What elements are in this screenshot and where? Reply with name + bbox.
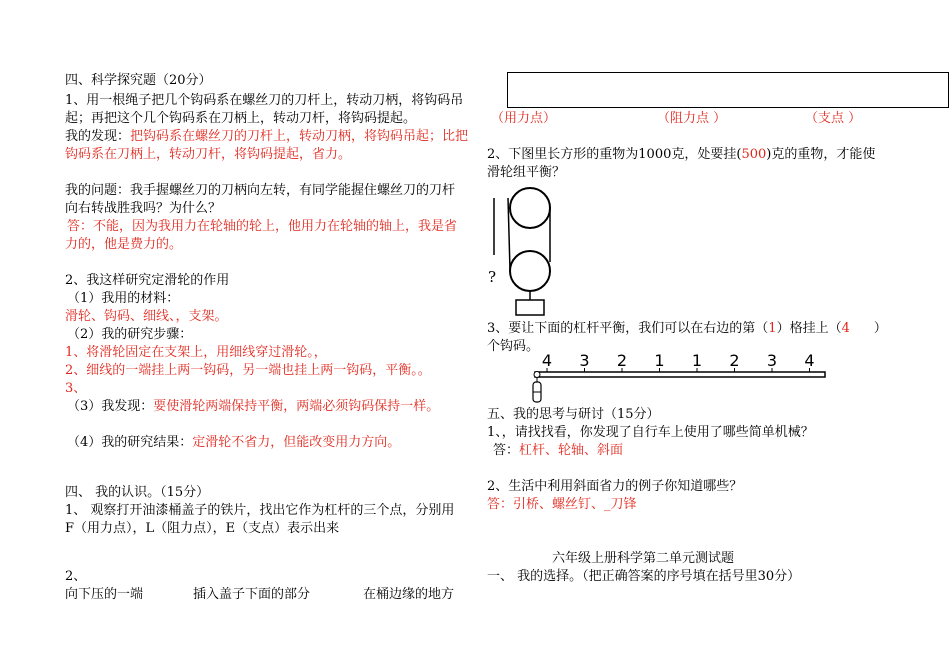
question-line1: 我的问题：我手握螺丝刀的刀柄向左转，有同学能握住螺丝刀的刀杆 <box>65 183 456 198</box>
finding-answer1: 把钩码系在螺丝刀的刀杆上，转动刀柄，将钩码吊起；比把 <box>130 129 469 144</box>
lower-pulley <box>510 251 550 291</box>
lever-tick-label: 2 <box>729 351 740 370</box>
section4b-title: 四、 我的认识。（15分） <box>65 485 210 500</box>
t1-answer-label: 答： <box>493 443 520 458</box>
lever-pivot <box>534 372 540 378</box>
lever-tick-label: 2 <box>616 351 628 370</box>
discover-label: （3）我发现： <box>67 399 154 414</box>
result-answer: 定滑轮不省力，但能改变用力方向。 <box>192 435 401 450</box>
step-2: 2、细线的一端挂上两一钩码，另一端也挂上两一钩码，平衡。。 <box>65 363 431 378</box>
lever-tick-label: 3 <box>766 351 778 370</box>
pulley-question-mark: ? <box>488 268 497 286</box>
p3-text-c: ） <box>873 321 887 336</box>
option-press-end: 向下压的一端 <box>65 587 144 602</box>
r1-text-line2: F（用力点），L（阻力点），E（支点）表示出来 <box>65 521 340 536</box>
section4-title: 四、科学探究题（20分） <box>65 73 212 88</box>
p3-line1 <box>487 320 887 338</box>
pulley-diagram <box>484 180 564 320</box>
r1-text-line1: 1、 观察打开油漆桶盖子的铁片，找出它作为杠杆的三个点，分别用 <box>65 503 455 518</box>
t1-answer: 杠杆、轮轴、斜面 <box>519 443 624 458</box>
finding-answer2: 钩码系在刀柄上，转动刀杆，将钩码提起，省力。 <box>65 147 352 162</box>
lever-bar <box>535 372 825 377</box>
weight-block <box>516 300 544 315</box>
p2-text-b: )克的重物，才能使 <box>766 147 876 162</box>
p3-answer-grid: 1 <box>768 321 777 336</box>
lever-tick-label: 3 <box>579 351 590 370</box>
lever-tick-label: 4 <box>804 351 815 370</box>
t1-answer-line <box>493 442 623 460</box>
r2-number: 2、 <box>65 569 87 584</box>
choice-section-title: 一、 我的选择。（把正确答案的序号填在括号里30分） <box>487 569 801 584</box>
materials-label: （1）我用的材料： <box>67 291 180 306</box>
p3-text-b: ）格挂上（ <box>776 321 842 336</box>
p3-text-a: 3、要让下面的杠杆平衡，我们可以在右边的第（ <box>487 321 769 336</box>
t2-question: 2、生活中利用斜面省力的例子你知道哪些？ <box>487 479 743 494</box>
lever-diagram <box>525 350 835 410</box>
p2-answer: 500 <box>741 147 767 162</box>
question-line2: 向右转战胜我吗？为什么？ <box>65 201 222 216</box>
lever-tick-label: 4 <box>541 351 553 370</box>
q2-title: 2、我这样研究定滑轮的作用 <box>65 273 230 288</box>
fill-force-point: （用力点） <box>491 111 557 126</box>
t1-question: 1、，请找找看，你发现了自行车上使用了哪些简单机械？ <box>487 425 814 440</box>
finding-line1 <box>65 128 468 146</box>
discover-answer: 要使滑轮两端保持平衡，两端必须钩码保持一样。 <box>153 399 440 414</box>
result-label: （4）我的研究结果： <box>67 435 193 450</box>
fill-load-point: （阻力点 ） <box>657 111 727 126</box>
answer-box <box>507 72 949 108</box>
steps-label: （2）我的研究步骤： <box>67 327 193 342</box>
finding-label: 我的发现： <box>65 129 131 144</box>
fill-fulcrum: （支点 ） <box>805 111 862 126</box>
option-insert-part: 插入盖子下面的部分 <box>193 587 311 602</box>
upper-pulley <box>510 188 550 228</box>
step-1: 1、将滑轮固定在支架上，用细线穿过滑轮。， <box>65 345 327 360</box>
lever-tick-label: 1 <box>654 351 665 370</box>
q1-text-line1: 1、用一根绳子把几个钩码系在螺丝刀的刀杆上，转动刀柄，将钩码吊 <box>65 93 464 108</box>
lever-tick-label: 1 <box>691 351 703 370</box>
materials-answer: 滑轮、钩码、细线、，支架。 <box>65 309 228 324</box>
p2-line1 <box>487 146 875 164</box>
t2-answer: 答：引桥、螺丝钉、_刀锋 <box>487 497 637 512</box>
p2-line2: 滑轮组平衡？ <box>487 165 566 180</box>
option-edge-place: 在桶边缘的地方 <box>363 587 455 602</box>
answer-line2: 力的，他是费力的。 <box>65 237 183 252</box>
q1-text-line2: 起；再把这个几个钩码系在刀柄上，转动刀杆，将钩码提起。 <box>65 111 417 126</box>
unit-test-title: 六年级上册科学第二单元测试题 <box>552 551 735 566</box>
result-line <box>67 434 400 452</box>
answer-line1: 答：不能，因为我用力在轮轴的轮上，他用力在轮轴的轴上，我是省 <box>67 219 458 234</box>
p2-text-a: 2、下图里长方形的重物为1000克，处要挂( <box>487 147 742 162</box>
p3-line2: 个钩码。 <box>487 339 540 354</box>
p3-answer-count: 4 <box>841 321 850 336</box>
discover-line <box>67 398 439 416</box>
section5-title: 五、我的思考与研讨（15分） <box>487 407 660 422</box>
step-3: 3、 <box>65 381 87 396</box>
